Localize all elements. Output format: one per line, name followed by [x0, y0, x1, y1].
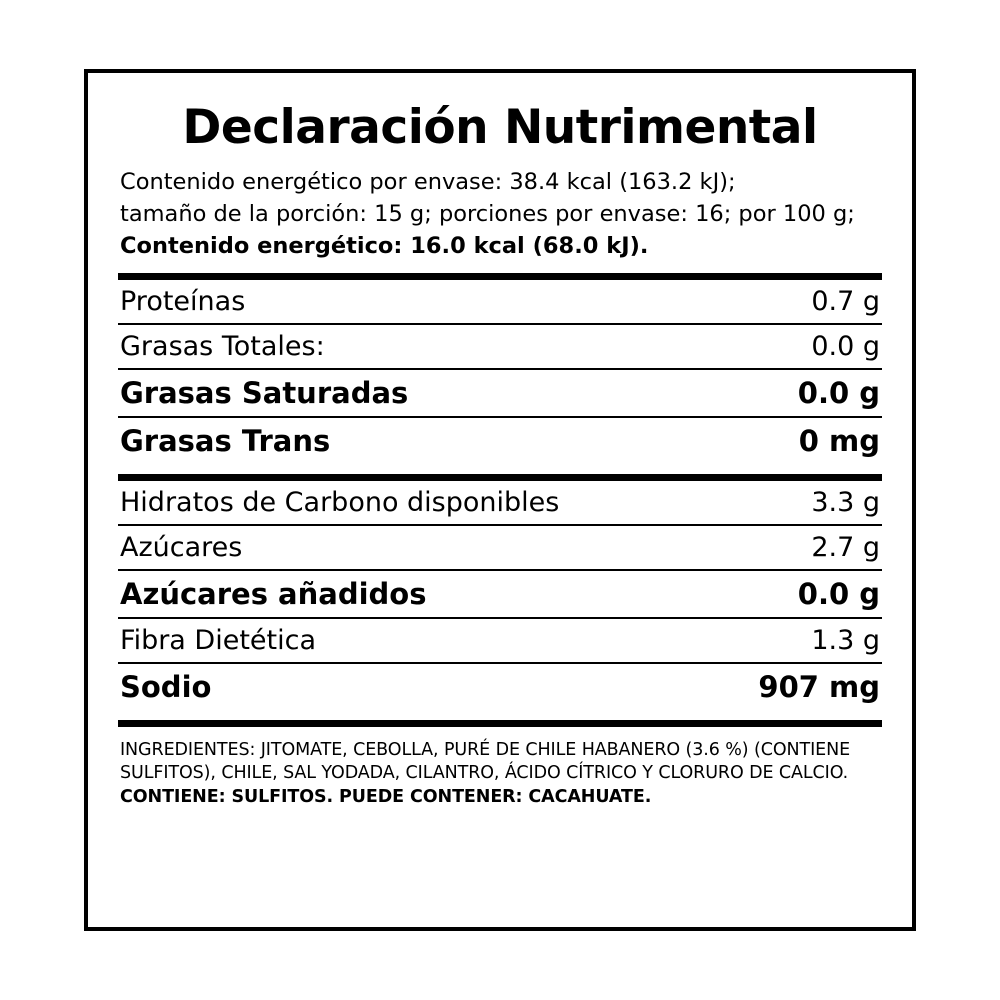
- nutrient-name: Fibra Dietética: [118, 618, 713, 663]
- nutrient-value: 907 mg: [758, 669, 880, 704]
- nutrient-value: 0 mg: [798, 423, 880, 458]
- nutrient-value: 0.7 g: [708, 280, 882, 324]
- page-title: Declaración Nutrimental: [182, 100, 818, 155]
- nutrient-name: Hidratos de Carbono disponibles: [118, 481, 713, 525]
- divider-thick-top: [118, 273, 882, 280]
- ingredients-line-1: INGREDIENTES: JITOMATE, CEBOLLA, PURÉ DE CHILE HABANERO (3.6 %) (CONTIENE: [120, 739, 851, 760]
- divider-thick-bottom: [118, 720, 882, 727]
- nutrient-value: 0.0 g: [713, 570, 882, 618]
- nutrient-name: Azúcares añadidos: [118, 570, 713, 618]
- nutrient-value: 1.3 g: [713, 618, 882, 663]
- nutrient-name: Grasas Trans: [120, 423, 331, 458]
- table-row: [118, 618, 882, 663]
- table-row: [118, 525, 882, 570]
- ingredients-section: [118, 727, 882, 809]
- table-row: [118, 570, 882, 618]
- nutrient-name: Grasas Totales:: [118, 324, 708, 369]
- table-row: [118, 369, 882, 417]
- energy-per-package: Contenido energético por envase: 38.4 kcal (163.2 kJ);: [120, 169, 736, 196]
- nutrient-value: 0.0 g: [708, 324, 882, 369]
- table-row: [118, 663, 882, 710]
- allergen-statement: CONTIENE: SULFITOS. PUEDE CONTENER: CACAHUATE.: [120, 786, 652, 807]
- table-row: [118, 481, 882, 525]
- nutrition-facts-panel: [84, 69, 916, 931]
- energy-information: [118, 167, 882, 263]
- energy-per-100g: Contenido energético: 16.0 kcal (68.0 kJ).: [120, 232, 649, 259]
- nutrient-table-group-2: [118, 481, 882, 710]
- nutrient-name: Grasas Saturadas: [118, 369, 708, 417]
- ingredients-line-2: SULFITOS), CHILE, SAL YODADA, CILANTRO, ÁCIDO CÍTRICO Y CLORURO DE CALCIO.: [120, 763, 849, 784]
- table-row: [118, 280, 882, 324]
- table-row: [118, 417, 882, 464]
- nutrient-value: 0.0 g: [708, 369, 882, 417]
- table-row: [118, 324, 882, 369]
- nutrition-facts-content: [118, 93, 882, 809]
- nutrient-name: Azúcares: [118, 525, 713, 570]
- nutrient-table-group-1: [118, 280, 882, 464]
- nutrient-name: Proteínas: [118, 280, 708, 324]
- divider-thick-middle: [118, 474, 882, 481]
- serving-information: tamaño de la porción: 15 g; porciones por envase: 16; por 100 g;: [120, 200, 855, 227]
- nutrient-value: 3.3 g: [713, 481, 882, 525]
- nutrient-name: Sodio: [120, 669, 212, 704]
- nutrient-value: 2.7 g: [713, 525, 882, 570]
